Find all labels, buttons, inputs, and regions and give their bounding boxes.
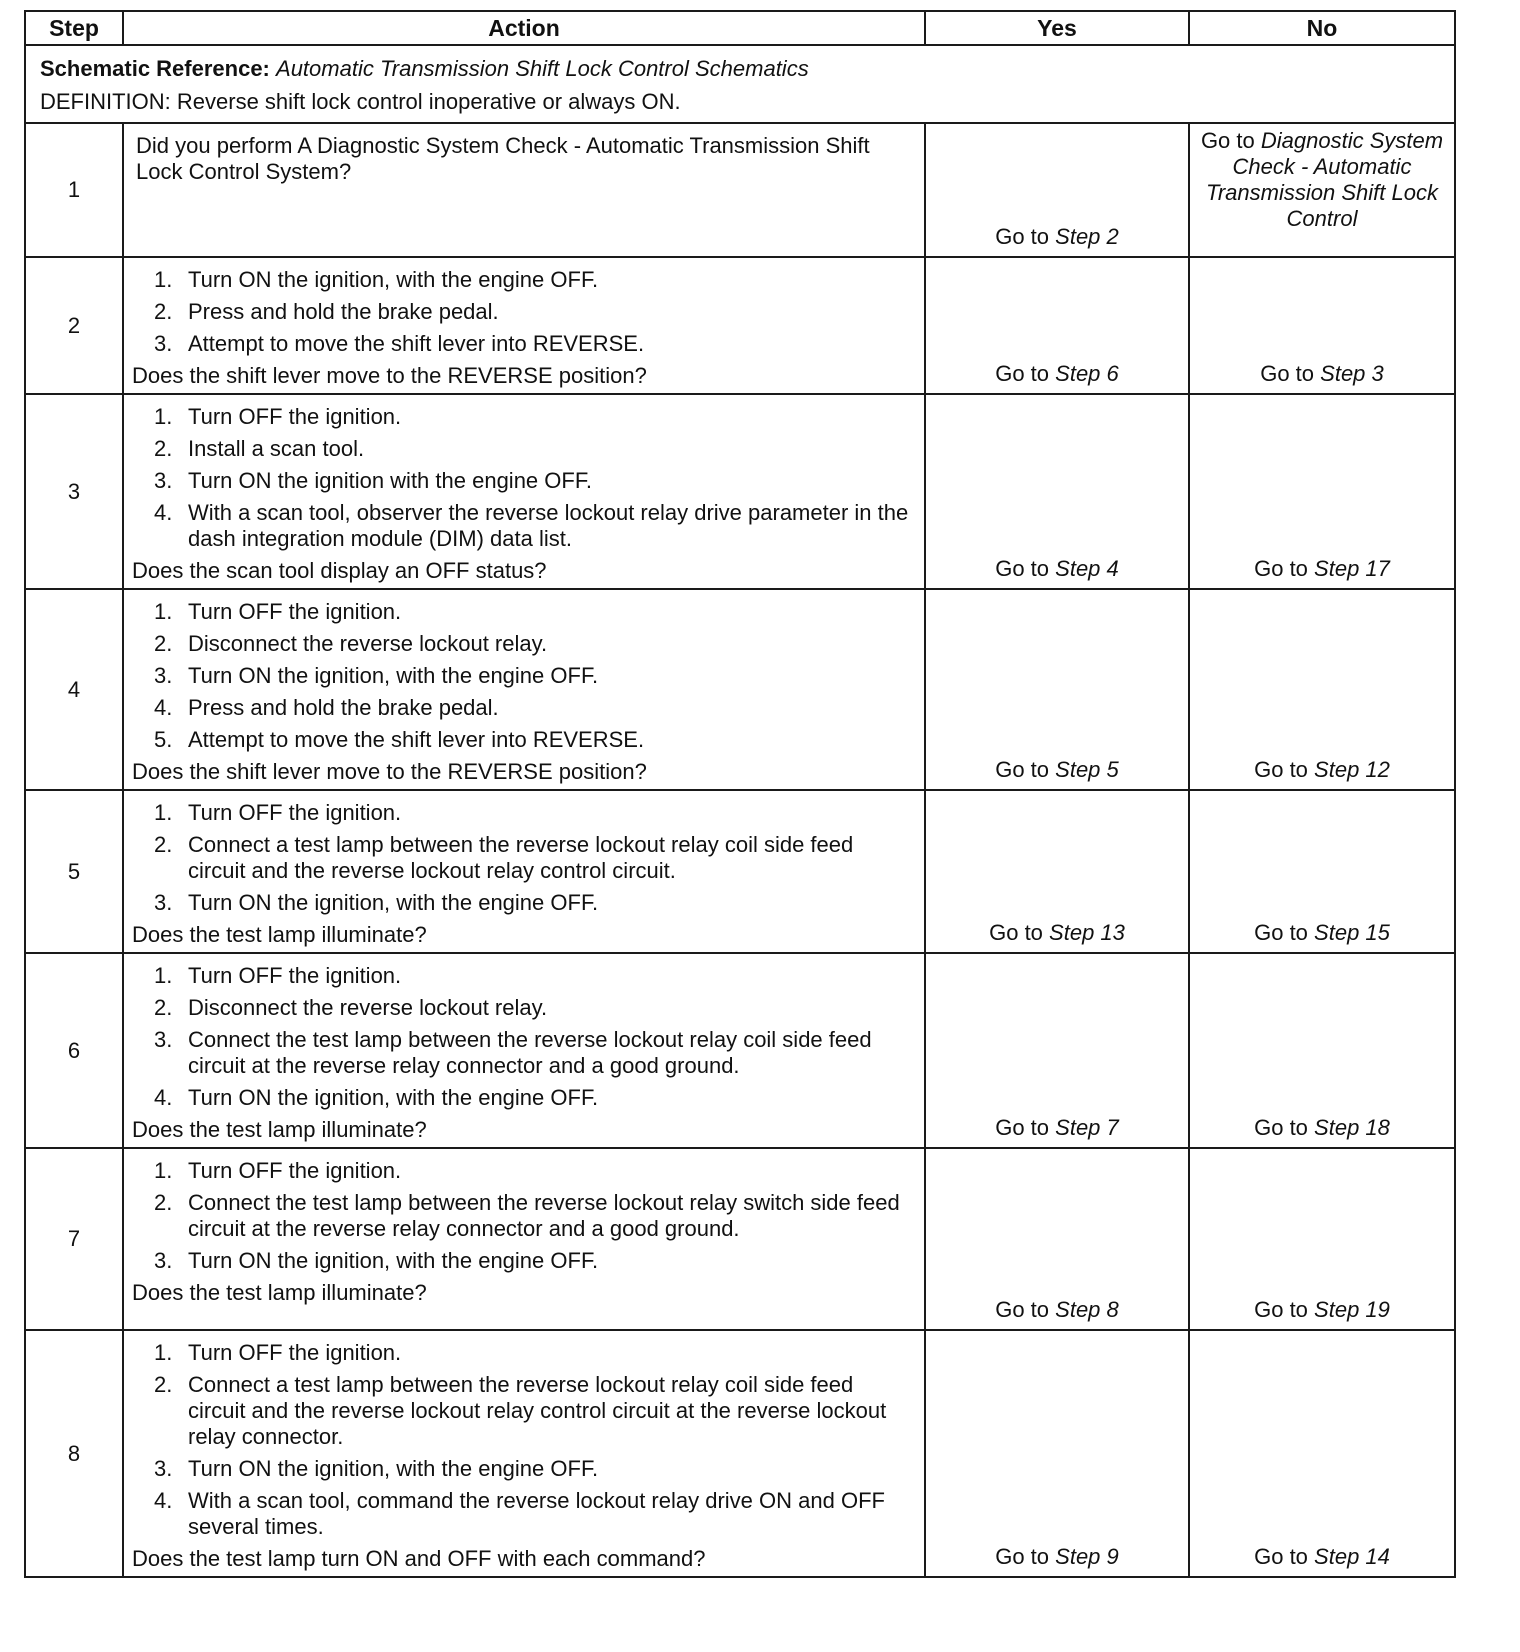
action-list (132, 401, 916, 555)
list-item-number: 4. (154, 695, 173, 720)
list-item-number: 4. (154, 1488, 173, 1513)
list-item (132, 433, 916, 465)
list-item-text: Turn OFF the ignition. (188, 599, 402, 624)
header-step: Step (25, 11, 123, 45)
list-item (132, 296, 916, 328)
yes-target-link[interactable]: Step 4 (1055, 556, 1119, 581)
header-action: Action (123, 11, 925, 45)
table-row (25, 953, 1455, 1148)
action-cell (123, 123, 925, 257)
list-item-number: 3. (154, 468, 173, 493)
schematic-reference-label: Schematic Reference: (40, 56, 270, 81)
list-item (132, 1245, 916, 1277)
list-item-text: Turn OFF the ignition. (188, 1158, 402, 1183)
list-item-text: Turn ON the ignition, with the engine OFF. (188, 663, 599, 688)
action-list (132, 1155, 916, 1277)
question-text: Does the shift lever move to the REVERSE position? (132, 363, 647, 388)
action-cell (123, 589, 925, 790)
list-item (132, 724, 916, 756)
list-item-text: Disconnect the reverse lockout relay. (188, 631, 548, 656)
list-item-number: 1. (154, 267, 173, 292)
go-to-label: Go to (1254, 920, 1308, 945)
step-number: 7 (25, 1148, 123, 1330)
yes-result (925, 1330, 1189, 1577)
list-item-text: Turn OFF the ignition. (188, 963, 402, 988)
list-item-text: Connect a test lamp between the reverse lockout relay coil side feed circuit and the reverse lockout relay control circuit. (188, 832, 854, 883)
list-item-text: Turn ON the ignition, with the engine OFF. (188, 1248, 599, 1273)
no-target-link[interactable]: Step 15 (1314, 920, 1390, 945)
list-item (132, 497, 916, 555)
diagnostic-table (24, 10, 1456, 1578)
schematic-reference-link: Automatic Transmission Shift Lock Control Schematics (276, 56, 809, 81)
go-to-label: Go to (995, 757, 1050, 782)
list-item (132, 1453, 916, 1485)
go-to-label: Go to (1200, 128, 1255, 153)
go-to-label: Go to (995, 1544, 1050, 1569)
go-to-label: Go to (1254, 1544, 1308, 1569)
table-row (25, 790, 1455, 953)
action-cell (123, 953, 925, 1148)
list-item-text: Turn OFF the ignition. (188, 404, 402, 429)
step-number: 5 (25, 790, 123, 953)
no-result (1189, 790, 1455, 953)
step-number: 2 (25, 257, 123, 394)
go-to-label: Go to (1254, 1297, 1308, 1322)
list-item-number: 3. (154, 1027, 173, 1052)
list-item-number: 4. (154, 500, 173, 525)
list-item-number: 4. (154, 1085, 173, 1110)
list-item-text: Turn ON the ignition, with the engine OFF. (188, 1456, 599, 1481)
yes-target-link[interactable]: Step 8 (1055, 1297, 1119, 1322)
list-item (132, 692, 916, 724)
list-item-text: Turn ON the ignition with the engine OFF. (188, 468, 592, 493)
yes-target-link[interactable]: Step 9 (1055, 1544, 1119, 1569)
list-item-text: Disconnect the reverse lockout relay. (188, 995, 548, 1020)
list-item (132, 1369, 916, 1453)
no-result (1189, 1330, 1455, 1577)
question-text: Does the test lamp illuminate? (132, 922, 427, 947)
action-list (132, 264, 916, 360)
list-item-text: Turn OFF the ignition. (188, 800, 402, 825)
question-text: Did you perform A Diagnostic System Check - Automatic Transmission Shift Lock Control System? (136, 133, 870, 184)
step-number: 4 (25, 589, 123, 790)
list-item (132, 596, 916, 628)
yes-result (925, 257, 1189, 394)
yes-result (925, 589, 1189, 790)
list-item (132, 401, 916, 433)
no-target-link[interactable]: Step 3 (1320, 361, 1384, 386)
list-item (132, 264, 916, 296)
table-row (25, 394, 1455, 589)
question-text: Does the shift lever move to the REVERSE position? (132, 759, 647, 784)
action-list (132, 1337, 916, 1543)
header-no: No (1189, 11, 1455, 45)
list-item (132, 887, 916, 919)
list-item-number: 1. (154, 404, 173, 429)
question-text: Does the test lamp illuminate? (132, 1117, 427, 1142)
go-to-label: Go to (989, 920, 1043, 945)
list-item-number: 2. (154, 995, 173, 1020)
list-item (132, 1024, 916, 1082)
list-item-text: Install a scan tool. (188, 436, 365, 461)
list-item-number: 2. (154, 832, 173, 857)
step-number: 3 (25, 394, 123, 589)
go-to-label: Go to (995, 556, 1050, 581)
question-text: Does the test lamp illuminate? (132, 1280, 427, 1305)
yes-target-link[interactable]: Step 13 (1049, 920, 1125, 945)
list-item-text: With a scan tool, observer the reverse lockout relay drive parameter in the dash integration module (DIM) data list. (188, 500, 909, 551)
list-item-text: With a scan tool, command the reverse lockout relay drive ON and OFF several times. (188, 1488, 885, 1539)
yes-target-link[interactable]: Step 2 (1055, 224, 1119, 249)
list-item (132, 1155, 916, 1187)
list-item-number: 2. (154, 1372, 173, 1397)
list-item-number: 3. (154, 663, 173, 688)
list-item-number: 2. (154, 436, 173, 461)
list-item (132, 628, 916, 660)
list-item-number: 1. (154, 800, 173, 825)
yes-result (925, 1148, 1189, 1330)
list-item-number: 1. (154, 599, 173, 624)
no-target-link[interactable]: Step 14 (1314, 1544, 1390, 1569)
list-item-text: Press and hold the brake pedal. (188, 299, 499, 324)
no-result (1189, 589, 1455, 790)
list-item-number: 1. (154, 963, 173, 988)
step-number: 6 (25, 953, 123, 1148)
list-item-text: Turn ON the ignition, with the engine OFF. (188, 267, 599, 292)
definition: DEFINITION: Reverse shift lock control inoperative or always ON. (40, 89, 681, 114)
table-row (25, 1148, 1455, 1330)
list-item (132, 797, 916, 829)
list-item-number: 3. (154, 890, 173, 915)
go-to-label: Go to (1254, 1115, 1308, 1140)
header-yes: Yes (925, 11, 1189, 45)
go-to-label: Go to (1254, 556, 1308, 581)
no-target-link[interactable]: Step 18 (1314, 1115, 1390, 1140)
list-item-text: Press and hold the brake pedal. (188, 695, 499, 720)
list-item-number: 2. (154, 299, 173, 324)
table-row (25, 123, 1455, 257)
list-item (132, 1082, 916, 1114)
table-row (25, 589, 1455, 790)
list-item (132, 960, 916, 992)
yes-target-link[interactable]: Step 6 (1055, 361, 1119, 386)
list-item-text: Connect the test lamp between the reverse lockout relay coil side feed circuit at the reverse relay connector and a good ground. (188, 1027, 872, 1078)
yes-target-link[interactable]: Step 5 (1055, 757, 1119, 782)
go-to-label: Go to (995, 361, 1050, 386)
action-list (132, 596, 916, 756)
question-text: Does the scan tool display an OFF status? (132, 558, 547, 583)
go-to-label: Go to (995, 224, 1050, 249)
no-target-link[interactable]: Step 12 (1314, 757, 1390, 782)
list-item (132, 1187, 916, 1245)
go-to-label: Go to (995, 1297, 1050, 1322)
go-to-label: Go to (995, 1115, 1050, 1140)
list-item-number: 2. (154, 631, 173, 656)
action-list (132, 960, 916, 1114)
no-result (1189, 394, 1455, 589)
list-item-text: Turn ON the ignition, with the engine OFF. (188, 1085, 599, 1110)
go-to-label: Go to (1260, 361, 1315, 386)
no-result (1189, 953, 1455, 1148)
list-item (132, 1337, 916, 1369)
list-item-text: Attempt to move the shift lever into REVERSE. (188, 331, 645, 356)
list-item (132, 660, 916, 692)
list-item (132, 328, 916, 360)
yes-result (925, 394, 1189, 589)
header-row (25, 11, 1455, 45)
action-cell (123, 790, 925, 953)
list-item-number: 2. (154, 1190, 173, 1215)
action-cell (123, 1148, 925, 1330)
list-item-text: Connect a test lamp between the reverse lockout relay coil side feed circuit and the reverse lockout relay control circuit at the reverse lockout relay connector. (188, 1372, 887, 1449)
list-item (132, 829, 916, 887)
question-text: Does the test lamp turn ON and OFF with each command? (132, 1546, 706, 1571)
list-item-number: 1. (154, 1158, 173, 1183)
reference-cell (25, 45, 1455, 123)
list-item-number: 5. (154, 727, 173, 752)
yes-result (925, 123, 1189, 257)
no-target-link[interactable]: Diagnostic System Check - Automatic Transmission Shift Lock Control (1206, 128, 1444, 231)
list-item-number: 1. (154, 1340, 173, 1365)
reference-row (25, 45, 1455, 123)
list-item-text: Turn ON the ignition, with the engine OFF. (188, 890, 599, 915)
action-list (132, 797, 916, 919)
table-row (25, 1330, 1455, 1577)
no-result (1189, 257, 1455, 394)
list-item (132, 1485, 916, 1543)
step-number: 1 (25, 123, 123, 257)
list-item-number: 3. (154, 331, 173, 356)
no-target-link[interactable]: Step 19 (1314, 1297, 1390, 1322)
list-item (132, 465, 916, 497)
list-item-number: 3. (154, 1248, 173, 1273)
schematic-reference (40, 52, 1444, 85)
action-cell (123, 1330, 925, 1577)
yes-result (925, 953, 1189, 1148)
no-result (1189, 123, 1455, 257)
go-to-label: Go to (1254, 757, 1308, 782)
no-target-link[interactable]: Step 17 (1314, 556, 1390, 581)
list-item-text: Turn OFF the ignition. (188, 1340, 402, 1365)
list-item (132, 992, 916, 1024)
no-result (1189, 1148, 1455, 1330)
action-cell (123, 257, 925, 394)
action-cell (123, 394, 925, 589)
list-item-number: 3. (154, 1456, 173, 1481)
list-item-text: Attempt to move the shift lever into REVERSE. (188, 727, 645, 752)
table-row (25, 257, 1455, 394)
yes-target-link[interactable]: Step 7 (1055, 1115, 1119, 1140)
yes-result (925, 790, 1189, 953)
list-item-text: Connect the test lamp between the reverse lockout relay switch side feed circuit at the reverse relay connector and a good ground. (188, 1190, 900, 1241)
step-number: 8 (25, 1330, 123, 1577)
